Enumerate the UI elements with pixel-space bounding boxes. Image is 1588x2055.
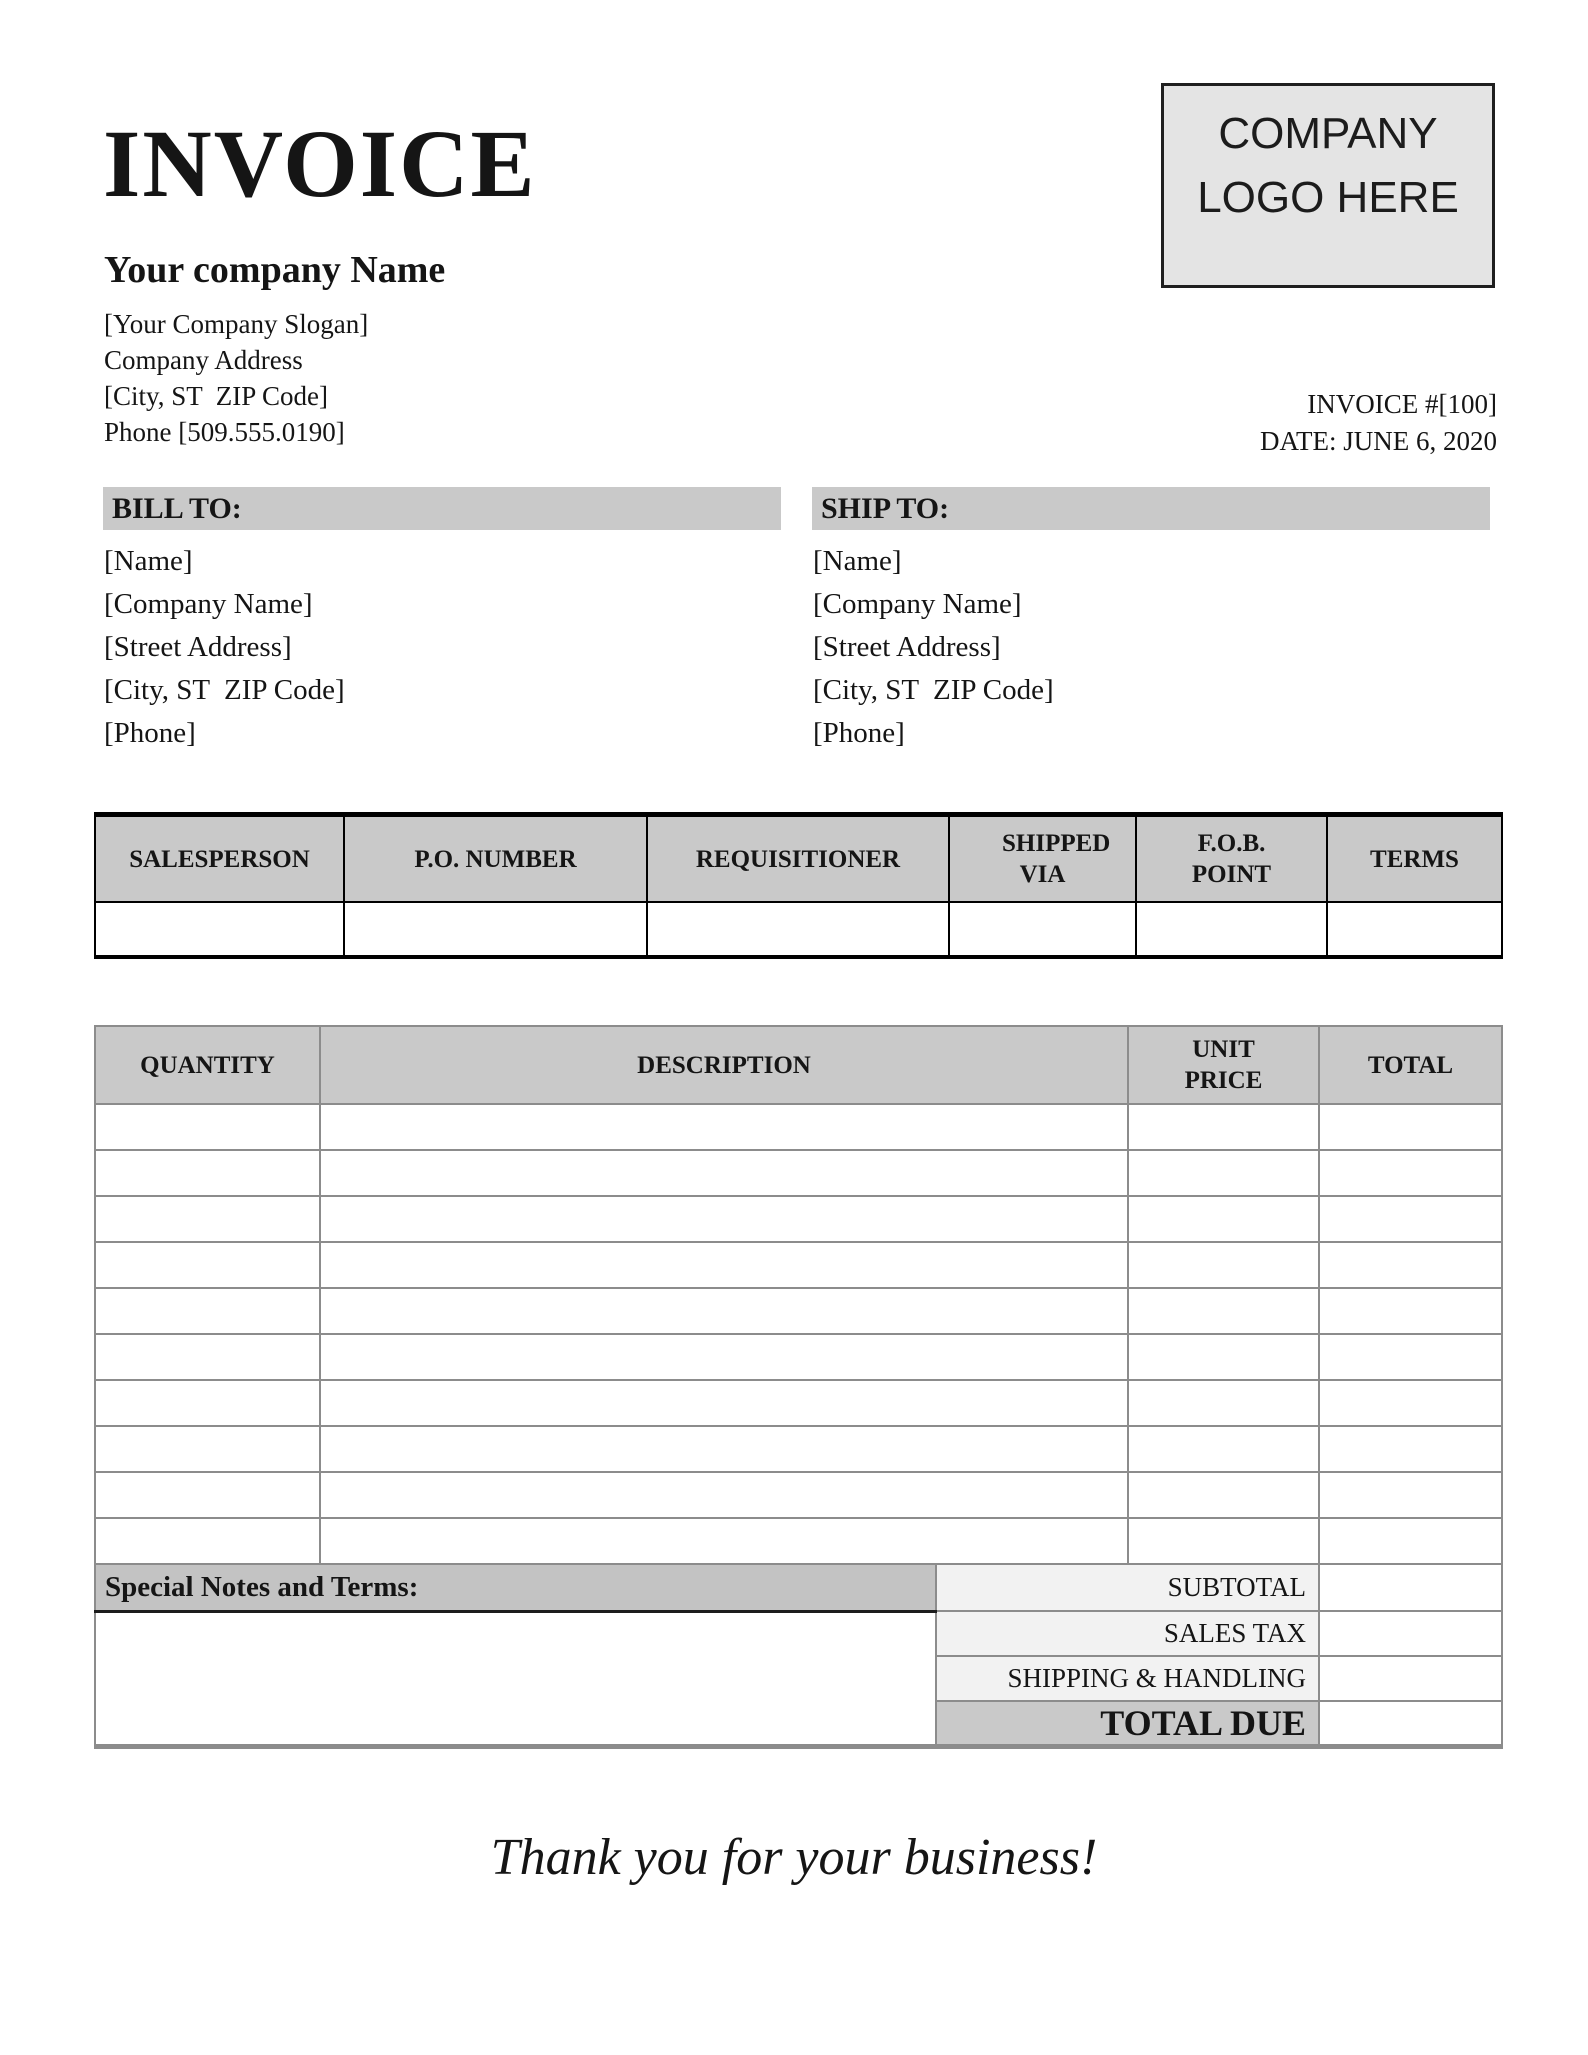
item-cell[interactable]: [95, 1472, 320, 1518]
item-row: [95, 1518, 1502, 1564]
invoice-meta: [997, 386, 1497, 460]
item-cell[interactable]: [320, 1242, 1128, 1288]
bill-to-block: [104, 540, 345, 755]
item-cell[interactable]: [95, 1104, 320, 1150]
item-cell[interactable]: [1128, 1150, 1319, 1196]
logo-text-line1: COMPANY: [1218, 109, 1438, 158]
item-cell[interactable]: [1319, 1380, 1502, 1426]
company-name: Your company Name: [104, 249, 446, 291]
col-header-total: TOTAL: [1319, 1026, 1502, 1104]
company-phone[interactable]: Phone [509.555.0190]: [104, 417, 345, 447]
item-cell[interactable]: [95, 1288, 320, 1334]
sales-tax-value[interactable]: [1319, 1611, 1502, 1656]
shipping-value[interactable]: [1319, 1656, 1502, 1701]
bill-to-phone[interactable]: [Phone]: [104, 717, 196, 749]
item-cell[interactable]: [1128, 1472, 1319, 1518]
col-header-po-number: P.O. NUMBER: [344, 815, 647, 903]
item-row: [95, 1426, 1502, 1472]
sales-info-table: [94, 812, 1503, 959]
special-notes-header: Special Notes and Terms:: [95, 1564, 936, 1611]
item-cell[interactable]: [95, 1196, 320, 1242]
col-header-shipped-via: SHIPPED VIA: [949, 815, 1136, 903]
col-header-unit-price: UNIT PRICE: [1128, 1026, 1319, 1104]
item-cell[interactable]: [1128, 1288, 1319, 1334]
company-slogan[interactable]: [Your Company Slogan]: [104, 309, 369, 339]
sales-tax-row: [95, 1611, 1502, 1656]
items-table-body: [95, 1104, 1502, 1564]
items-header-row: [95, 1026, 1502, 1104]
col-header-requisitioner: REQUISITIONER: [647, 815, 949, 903]
item-cell[interactable]: [320, 1104, 1128, 1150]
ship-to-street[interactable]: [Street Address]: [813, 631, 1001, 663]
item-cell[interactable]: [95, 1380, 320, 1426]
special-notes-area[interactable]: [95, 1611, 936, 1747]
col-header-salesperson: SALESPERSON: [95, 815, 344, 903]
ship-to-city[interactable]: [City, ST ZIP Code]: [813, 674, 1054, 706]
item-cell[interactable]: [320, 1150, 1128, 1196]
ship-to-phone[interactable]: [Phone]: [813, 717, 905, 749]
items-table: [94, 1025, 1503, 1565]
sales-tax-label: SALES TAX: [936, 1611, 1319, 1656]
item-cell[interactable]: [320, 1472, 1128, 1518]
invoice-date[interactable]: DATE: JUNE 6, 2020: [1260, 426, 1497, 456]
subtotal-label: SUBTOTAL: [936, 1564, 1319, 1611]
item-cell[interactable]: [320, 1334, 1128, 1380]
invoice-number[interactable]: INVOICE #[100]: [1307, 389, 1497, 419]
item-row: [95, 1242, 1502, 1288]
item-cell[interactable]: [1128, 1518, 1319, 1564]
col-header-description: DESCRIPTION: [320, 1026, 1128, 1104]
salesperson-cell[interactable]: [95, 902, 344, 957]
item-cell[interactable]: [95, 1150, 320, 1196]
item-cell[interactable]: [95, 1334, 320, 1380]
bill-to-header: BILL TO:: [103, 487, 781, 530]
bill-to-company[interactable]: [Company Name]: [104, 588, 313, 620]
total-due-label: TOTAL DUE: [936, 1701, 1319, 1747]
item-cell[interactable]: [320, 1288, 1128, 1334]
requisitioner-cell[interactable]: [647, 902, 949, 957]
terms-cell[interactable]: [1327, 902, 1502, 957]
item-cell[interactable]: [1319, 1518, 1502, 1564]
sales-info-value-row: [95, 902, 1502, 957]
company-city[interactable]: [City, ST ZIP Code]: [104, 381, 329, 411]
item-cell[interactable]: [1128, 1242, 1319, 1288]
ship-to-company[interactable]: [Company Name]: [813, 588, 1022, 620]
col-header-quantity: QUANTITY: [95, 1026, 320, 1104]
ship-to-block: [813, 540, 1054, 755]
item-cell[interactable]: [1128, 1426, 1319, 1472]
item-row: [95, 1380, 1502, 1426]
item-row: [95, 1288, 1502, 1334]
items-section: [94, 1025, 1501, 1749]
item-row: [95, 1472, 1502, 1518]
item-row: [95, 1334, 1502, 1380]
logo-text-line2: LOGO HERE: [1197, 173, 1459, 222]
item-cell[interactable]: [1319, 1104, 1502, 1150]
item-cell[interactable]: [1319, 1426, 1502, 1472]
item-cell[interactable]: [1128, 1380, 1319, 1426]
ship-to-name[interactable]: [Name]: [813, 545, 902, 577]
company-address[interactable]: Company Address: [104, 345, 303, 375]
col-header-fob-point: F.O.B. POINT: [1136, 815, 1327, 903]
item-cell[interactable]: [1319, 1242, 1502, 1288]
summary-table: [94, 1563, 1503, 1749]
item-cell[interactable]: [1319, 1150, 1502, 1196]
page-title: INVOICE: [103, 110, 537, 217]
subtotal-value[interactable]: [1319, 1564, 1502, 1611]
company-details: [104, 306, 368, 450]
bill-to-name[interactable]: [Name]: [104, 545, 193, 577]
shipping-label: SHIPPING & HANDLING: [936, 1656, 1319, 1701]
item-cell[interactable]: [1128, 1104, 1319, 1150]
item-cell[interactable]: [1319, 1472, 1502, 1518]
fob-point-cell[interactable]: [1136, 902, 1327, 957]
item-cell[interactable]: [95, 1242, 320, 1288]
item-cell[interactable]: [1319, 1196, 1502, 1242]
company-logo-placeholder: [1161, 83, 1495, 288]
item-cell[interactable]: [1128, 1334, 1319, 1380]
item-cell[interactable]: [320, 1380, 1128, 1426]
col-header-terms: TERMS: [1327, 815, 1502, 903]
po-number-cell[interactable]: [344, 902, 647, 957]
item-cell[interactable]: [1319, 1288, 1502, 1334]
item-cell[interactable]: [95, 1518, 320, 1564]
item-row: [95, 1196, 1502, 1242]
item-row: [95, 1150, 1502, 1196]
total-due-value[interactable]: [1319, 1701, 1502, 1747]
item-cell[interactable]: [320, 1196, 1128, 1242]
thank-you-message: Thank you for your business!: [490, 1829, 1098, 1886]
bill-to-street[interactable]: [Street Address]: [104, 631, 292, 663]
item-cell[interactable]: [320, 1426, 1128, 1472]
sales-info-header-row: [95, 815, 1502, 903]
item-cell[interactable]: [1319, 1334, 1502, 1380]
item-cell[interactable]: [320, 1518, 1128, 1564]
item-cell[interactable]: [1128, 1196, 1319, 1242]
ship-to-header: SHIP TO:: [812, 487, 1490, 530]
shipped-via-cell[interactable]: [949, 902, 1136, 957]
subtotal-row: [95, 1564, 1502, 1611]
bill-to-city[interactable]: [City, ST ZIP Code]: [104, 674, 345, 706]
item-row: [95, 1104, 1502, 1150]
item-cell[interactable]: [95, 1426, 320, 1472]
